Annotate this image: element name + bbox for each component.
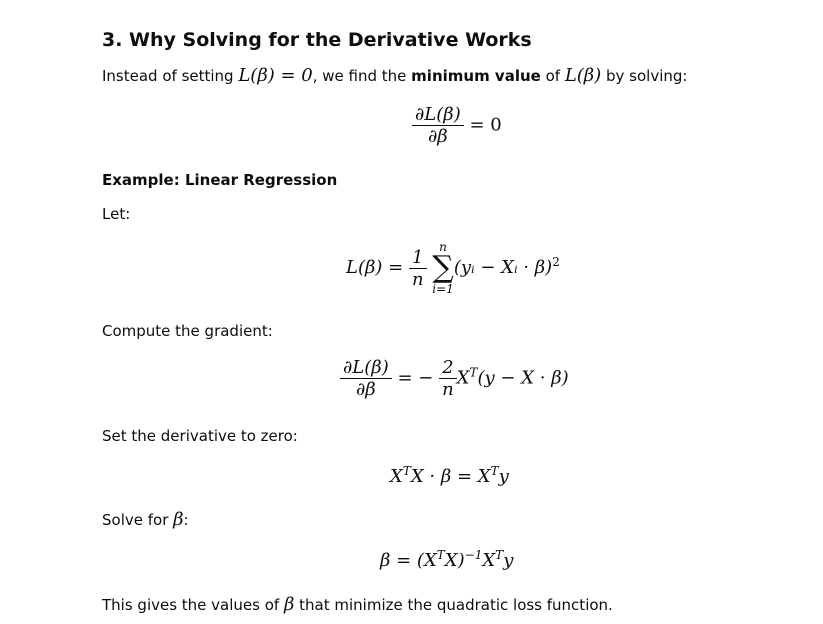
- square-exponent: 2: [552, 255, 560, 269]
- solve-text: Solve for: [102, 511, 174, 529]
- intro-math-loss: L(β): [564, 65, 602, 86]
- intro-text-2: , we find the: [312, 67, 412, 85]
- conclusion-paragraph: [102, 595, 613, 615]
- summation-upper-limit: n: [439, 240, 447, 254]
- conclusion-beta: β: [283, 594, 295, 615]
- intro-text-4: by solving:: [601, 67, 688, 85]
- let-label: Let:: [102, 205, 131, 223]
- normal-transpose-2: T: [490, 464, 499, 478]
- transpose-exponent: T: [469, 365, 478, 380]
- section-title: 3. Why Solving for the Derivative Works: [102, 29, 532, 51]
- equation-solution: [380, 548, 513, 571]
- set-zero-label: Set the derivative to zero:: [102, 427, 298, 445]
- normal-transpose-1: T: [402, 464, 411, 478]
- solution-inverse: −1: [464, 548, 483, 562]
- fraction-numerator-one: 1: [412, 246, 424, 268]
- intro-text-3: of: [540, 67, 565, 85]
- example-heading: Example: Linear Regression: [102, 171, 338, 189]
- normal-y: y: [498, 466, 509, 487]
- summation-operator: [432, 241, 454, 295]
- solve-beta: β: [173, 509, 184, 530]
- two-over-n-fraction: [439, 357, 457, 400]
- equation-loss-function: [346, 241, 560, 295]
- equation-normal: [390, 464, 509, 487]
- equation-derivative-zero: [412, 104, 502, 147]
- solution-transpose-2: T: [495, 548, 504, 562]
- solve-colon: :: [183, 511, 189, 529]
- gradient-numerator: ∂L(β): [343, 357, 389, 378]
- squared-residual: (yᵢ − Xᵢ · β): [453, 257, 553, 278]
- intro-math-loss-zero: L(β) = 0: [238, 65, 313, 86]
- solution-x: X: [482, 550, 496, 571]
- solution-start: β = (X: [380, 550, 437, 571]
- conclusion-text-2: that minimize the quadratic loss function.: [294, 596, 613, 614]
- gradient-fraction: [340, 357, 392, 400]
- conclusion-text-1: This gives the values of: [102, 596, 284, 614]
- solution-middle: X): [444, 550, 465, 571]
- equals-minus: = −: [397, 367, 434, 389]
- solution-transpose-1: T: [436, 548, 445, 562]
- fraction-denominator-n: n: [409, 268, 427, 290]
- gradient-label: Compute the gradient:: [102, 322, 273, 340]
- residual-term: (y − X · β): [477, 367, 569, 389]
- intro-text-1: Instead of setting: [102, 67, 239, 85]
- derivative-numerator: ∂L(β): [415, 104, 461, 125]
- coefficient-denominator: n: [439, 378, 457, 400]
- equation-gradient: [340, 357, 569, 400]
- derivative-denominator: ∂β: [412, 125, 464, 147]
- solution-y: y: [503, 550, 514, 571]
- intro-paragraph: [102, 66, 687, 86]
- normal-x1: X: [390, 466, 403, 487]
- intro-bold-minimum: minimum value: [411, 67, 541, 85]
- loss-lhs: L(β) =: [346, 257, 404, 278]
- summation-lower-limit: i=1: [432, 282, 454, 296]
- equals-zero: = 0: [469, 114, 502, 136]
- matrix-x: X: [456, 367, 470, 389]
- gradient-denominator: ∂β: [340, 378, 392, 400]
- one-over-n-fraction: [409, 247, 427, 290]
- normal-middle: X · β = X: [410, 466, 491, 487]
- solve-label: [102, 510, 189, 530]
- coefficient-numerator: 2: [442, 357, 454, 378]
- summation-symbol: ∑: [432, 250, 454, 285]
- derivative-fraction: [412, 104, 464, 147]
